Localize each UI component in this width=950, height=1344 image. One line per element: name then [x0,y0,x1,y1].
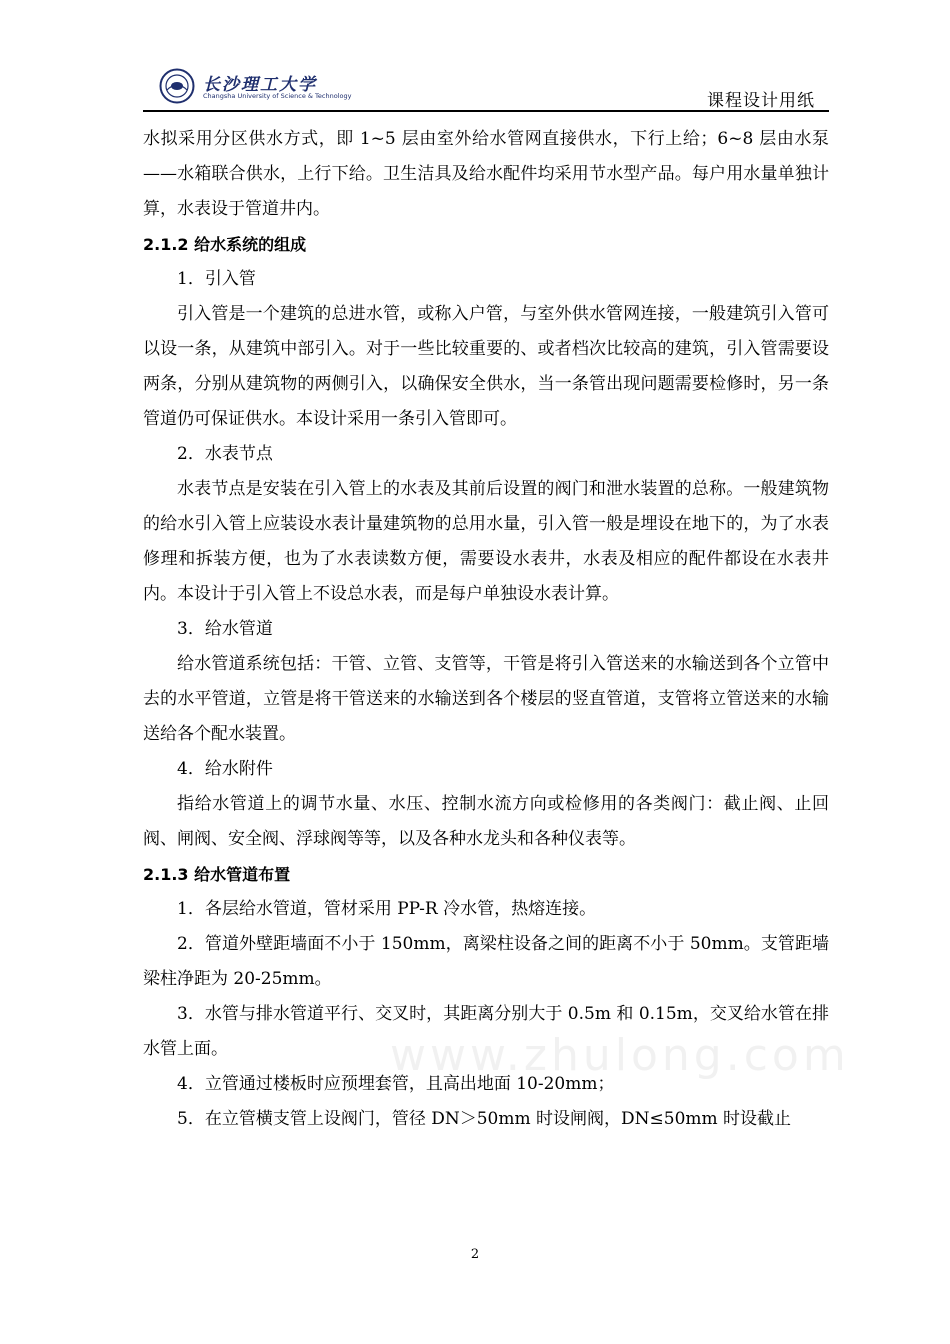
page-header [143,66,829,110]
body-paragraph: 5．在立管横支管上设阀门，管径 DN＞50mm 时设闸阀，DN≤50mm 时设截止 [177,1109,792,1129]
body-paragraph: 1．引入管 [177,269,256,289]
body-paragraph: 4．给水附件 [177,759,273,779]
body-paragraph: 水表节点是安装在引入管上的水表及其前后设置的阀门和泄水装置的总称。一般建筑物的给水引入管上应装设水表计量建筑物的总用水量，引入管一般是埋设在地下的，为了水表修理和拆装方便，也为了水表读数方便，需要设水表井，水表及相应的配件都设在水表井内。本设计于引入管上不设总水表，而是每户单独设水表计算。 [143,479,829,604]
body-paragraph: 2．管道外壁距墙面不小于 150mm，离梁柱设备之间的距离不小于 50mm。支管距墙梁柱净距为 20-25mm。 [143,934,829,989]
university-logo [159,68,352,108]
section-heading: 2.1.2 给水系统的组成 [143,235,307,254]
section-heading: 2.1.3 给水管道布置 [143,865,291,884]
body-paragraph: 4．立管通过楼板时应预埋套管，且高出地面 10-20mm； [177,1074,615,1094]
header-title: 课程设计用纸 [707,91,815,111]
university-seal-icon [159,68,195,104]
logo-chinese-name: 长沙理工大学 [203,75,317,95]
body-paragraph: 3．给水管道 [177,619,273,639]
logo-english-name: Changsha University of Science & Technology [203,92,352,100]
body-paragraph: 1．各层给水管道，管材采用 PP-R 冷水管，热熔连接。 [177,899,597,919]
body-paragraph: 3．水管与排水管道平行、交叉时，其距离分别大于 0.5m 和 0.15m，交叉给水管在排水管上面。 [143,1004,829,1059]
header-divider [143,110,829,112]
document-body [143,122,829,1137]
watermark: www.zhulong.com [390,1030,850,1081]
page-number: 2 [470,1247,480,1262]
body-paragraph: 指给水管道上的调节水量、水压、控制水流方向或检修用的各类阀门：截止阀、止回阀、闸阀、安全阀、浮球阀等等，以及各种水龙头和各种仪表等。 [143,794,829,849]
body-paragraph: 给水管道系统包括：干管、立管、支管等，干管是将引入管送来的水输送到各个立管中去的水平管道，立管是将干管送来的水输送到各个楼层的竖直管道，支管将立管送来的水输送给各个配水装置。 [143,654,829,744]
body-paragraph: 引入管是一个建筑的总进水管，或称入户管，与室外供水管网连接，一般建筑引入管可以设一条，从建筑中部引入。对于一些比较重要的、或者档次比较高的建筑，引入管需要设两条，分别从建筑物的两侧引入，以确保安全供水，当一条管出现问题需要检修时，另一条管道仍可保证供水。本设计采用一条引入管即可。 [143,304,829,429]
body-paragraph: 水拟采用分区供水方式，即 1~5 层由室外给水管网直接供水，下行上给；6~8 层由水泵——水箱联合供水，上行下给。卫生洁具及给水配件均采用节水型产品。每户用水量单独计算，水表设于管道井内。 [143,129,829,219]
body-paragraph: 2．水表节点 [177,444,273,464]
